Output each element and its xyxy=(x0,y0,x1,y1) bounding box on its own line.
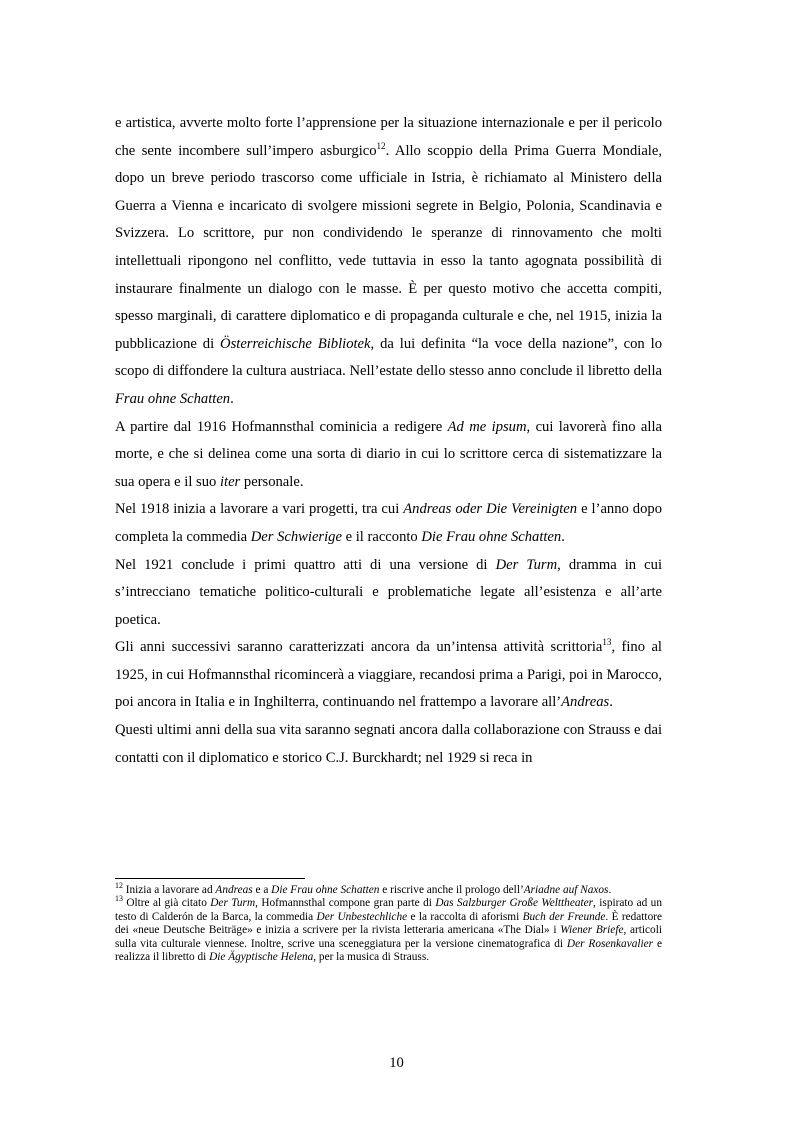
text-run: Oltre al già citato xyxy=(122,897,211,910)
italic-title: Ariadne auf Naxos xyxy=(523,884,609,896)
body-paragraph xyxy=(115,634,662,717)
italic-title: Österreichische Bibliotek xyxy=(220,335,371,352)
text-run: . xyxy=(561,528,565,545)
text-run: Nel 1918 inizia a lavorare a vari progetti, tra cui xyxy=(115,501,404,518)
text-run: , articoli sulla vita culturale viennese. Inoltre, scrive una sceneggiatura per la versione cinematografica di xyxy=(115,924,662,950)
italic-title: Andreas xyxy=(561,694,610,711)
italic-title: Die Frau ohne Schatten xyxy=(421,528,562,545)
italic-title: Frau ohne Schatten xyxy=(115,390,231,407)
italic-title: Der Schwierige xyxy=(250,528,342,545)
italic-title: Wiener Briefe xyxy=(560,924,624,937)
body-paragraph xyxy=(115,717,662,772)
italic-title: Der Rosenkavalier xyxy=(566,937,654,950)
italic-title: Der Turm xyxy=(495,556,558,573)
italic-title: iter xyxy=(219,473,241,490)
footnote xyxy=(115,881,662,897)
text-run: e l’anno dopo completa la commedia xyxy=(115,501,662,545)
main-body-text xyxy=(115,110,662,772)
text-run: e artistica, avverte molto forte l’apprensione per la situazione internazionale e per il pericolo che sente incombere sull’impero asburgico xyxy=(115,115,662,159)
text-run: Gli anni successivi saranno caratterizzati ancora da un’intensa attività scrittoria xyxy=(115,639,603,656)
text-run: , fino al 1925, in cui Hofmannsthal ricomincerà a viaggiare, recandosi prima a Parigi, poi in Marocco, poi ancora in Italia e in Inghilterra, continuando nel frattempo a lavorare all’ xyxy=(115,639,662,711)
footnote-reference: 13 xyxy=(115,894,123,904)
footnote-reference: 13 xyxy=(602,637,612,648)
text-run: e la raccolta di aforismi xyxy=(407,910,523,923)
text-run: . Allo scoppio della Prima Guerra Mondiale, dopo un breve periodo trascorso come ufficiale in Istria, è richiamato al Ministero della Guerra a Vienna e incaricato di svolgere missioni segrete in Belgio, Polonia, Scandinavia e Svizzera. Lo scrittore, pur non condividendo le speranze di rinnovamento che molti intellettuali ripongono nel conflitto, vede tuttavia in esso la tanto agognata possibilità di instaurare finalmente un dialogo con le masse. È per questo motivo che accetta compiti, spesso marginali, di carattere diplomatico e di propaganda culturale e che, nel 1915, inizia la pubblicazione di xyxy=(115,142,662,352)
text-run: , ispirato ad un testo di Calderón de la Barca, la commedia xyxy=(115,897,662,923)
text-run: e riscrive anche il prologo dell’ xyxy=(379,884,524,896)
text-run: A partire dal 1916 Hofmannsthal cominicia a redigere xyxy=(115,418,448,435)
italic-title: Der Unbestechliche xyxy=(316,910,408,923)
text-run: . xyxy=(609,694,613,711)
text-run: e a xyxy=(252,884,272,896)
text-run: , Hofmannsthal compone gran parte di xyxy=(255,897,436,910)
text-run: , per la musica di Strauss. xyxy=(313,951,430,964)
page-number: 10 xyxy=(389,1055,404,1071)
italic-title: Das Salzburger Große Welttheater xyxy=(435,897,594,910)
body-paragraph xyxy=(115,110,662,414)
italic-title: Buch der Freunde xyxy=(522,910,606,923)
text-run: Questi ultimi anni della sua vita saranno segnati ancora dalla collaborazione con Strauss e dai contatti con il diplomatico e storico C.J. Burckhardt; nel 1929 si reca in xyxy=(115,722,662,766)
footnotes-section xyxy=(115,881,662,964)
footnote xyxy=(115,894,662,964)
italic-title: Andreas oder Die Vereinigten xyxy=(403,501,578,518)
footnote-reference: 12 xyxy=(115,881,123,891)
italic-title: Die Ägyptische Helena xyxy=(209,951,314,964)
italic-title: Andreas xyxy=(215,884,253,896)
footnote-reference: 12 xyxy=(376,140,386,151)
text-run: . xyxy=(608,884,612,896)
text-run: , dramma in cui s’intrecciano tematiche politico-culturali e problematiche legate all’esistenza e all’arte poetica. xyxy=(115,556,663,628)
italic-title: Ad me ipsum xyxy=(447,418,527,435)
text-run: e il racconto xyxy=(341,528,422,545)
italic-title: Die Frau ohne Schatten xyxy=(271,884,380,896)
text-run: Nel 1921 conclude i primi quattro atti di una versione di xyxy=(115,556,496,573)
body-paragraph xyxy=(115,496,662,551)
text-run: . xyxy=(230,390,234,407)
text-run: . È redattore dei «neue Deutsche Beiträge» e inizia a scrivere per la rivista letteraria americana «The Dial» i xyxy=(115,910,662,937)
text-run: , da lui definita “la voce della nazione”, con lo scopo di diffondere la cultura austriaca. Nell’estate dello stesso anno conclude il libretto della xyxy=(115,335,662,380)
italic-title: Der Turm xyxy=(210,897,256,910)
text-run: , cui lavorerà fino alla morte, e che si delinea come una sorta di diario in cui lo scrittore cerca di sistematizzare la sua opera e il suo xyxy=(115,418,662,490)
body-paragraph xyxy=(115,552,662,635)
text-run: e realizza il libretto di xyxy=(115,937,662,964)
footnote-separator xyxy=(115,878,305,879)
text-run: personale. xyxy=(240,473,304,490)
text-run: Inizia a lavorare ad xyxy=(122,884,216,896)
body-paragraph xyxy=(115,414,662,497)
